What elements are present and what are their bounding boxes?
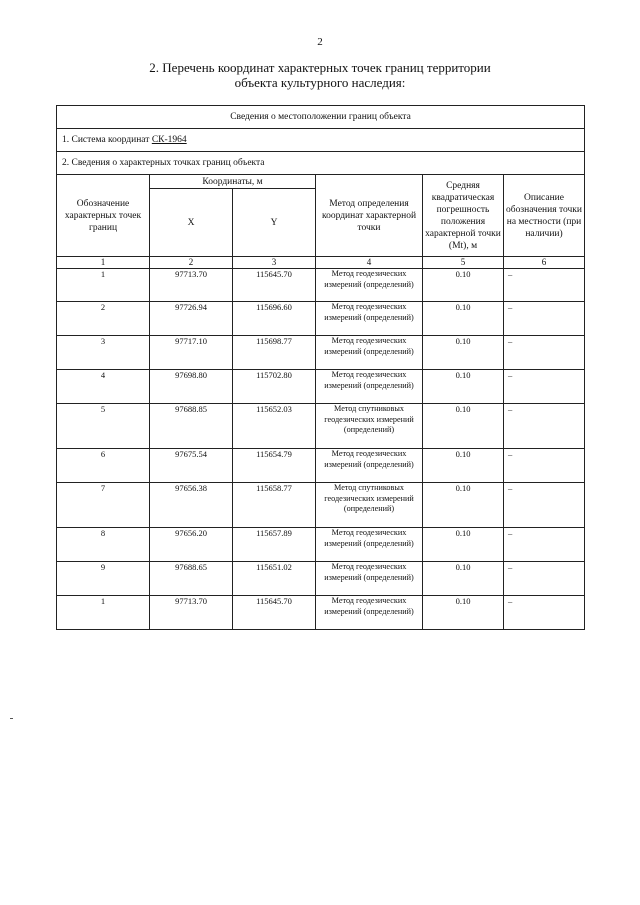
x-coordinate: 97713.70 — [150, 596, 233, 630]
margin-mark — [10, 718, 13, 719]
x-coordinate: 97688.85 — [150, 404, 233, 449]
table-row — [57, 596, 585, 630]
coordinate-system-cell — [57, 129, 585, 152]
table-row — [57, 562, 585, 596]
y-coordinate: 115652.03 — [233, 404, 316, 449]
column-number: 1 — [57, 257, 150, 269]
description-cell: – — [504, 302, 585, 336]
description-cell: – — [504, 449, 585, 483]
table-row — [57, 336, 585, 370]
table-row — [57, 269, 585, 302]
header-point-designation: Обозначение характерных точек границ — [57, 175, 150, 257]
header-method: Метод определения координат характерной точки — [316, 175, 423, 257]
table-row — [57, 370, 585, 404]
point-number: 9 — [57, 562, 150, 596]
x-coordinate: 97698.80 — [150, 370, 233, 404]
column-number: 4 — [316, 257, 423, 269]
method-cell: Метод геодезических измерений (определений) — [316, 370, 423, 404]
header-coordinates: Координаты, м — [150, 175, 316, 189]
point-number: 5 — [57, 404, 150, 449]
point-number: 1 — [57, 596, 150, 630]
x-coordinate: 97726.94 — [150, 302, 233, 336]
accuracy-cell: 0.10 — [423, 336, 504, 370]
method-cell: Метод геодезических измерений (определений) — [316, 449, 423, 483]
header-accuracy: Средняя квадратическая погрешность положения характерной точки (Mt), м — [423, 175, 504, 257]
accuracy-cell: 0.10 — [423, 269, 504, 302]
accuracy-cell: 0.10 — [423, 302, 504, 336]
description-cell: – — [504, 370, 585, 404]
method-cell: Метод геодезических измерений (определений) — [316, 562, 423, 596]
method-cell: Метод геодезических измерений (определений) — [316, 302, 423, 336]
points-info-cell: 2. Сведения о характерных точках границ объекта — [57, 152, 585, 175]
point-number: 7 — [57, 483, 150, 528]
page-number: 2 — [317, 36, 323, 48]
y-coordinate: 115651.02 — [233, 562, 316, 596]
accuracy-cell: 0.10 — [423, 528, 504, 562]
x-coordinate: 97656.20 — [150, 528, 233, 562]
column-number: 5 — [423, 257, 504, 269]
y-coordinate: 115645.70 — [233, 596, 316, 630]
description-cell: – — [504, 269, 585, 302]
coordinate-system-name: СК-1964 — [151, 135, 187, 145]
accuracy-cell: 0.10 — [423, 404, 504, 449]
y-coordinate: 115696.60 — [233, 302, 316, 336]
point-number: 1 — [57, 269, 150, 302]
y-coordinate: 115698.77 — [233, 336, 316, 370]
header-y: Y — [233, 189, 316, 257]
point-number: 8 — [57, 528, 150, 562]
column-numbers-row — [57, 257, 585, 269]
description-cell: – — [504, 404, 585, 449]
method-cell: Метод геодезических измерений (определений) — [316, 528, 423, 562]
y-coordinate: 115645.70 — [233, 269, 316, 302]
method-cell: Метод спутниковых геодезических измерений (определений) — [316, 483, 423, 528]
y-coordinate: 115658.77 — [233, 483, 316, 528]
point-number: 6 — [57, 449, 150, 483]
section-title-cell: Сведения о местоположении границ объекта — [57, 106, 585, 129]
accuracy-cell: 0.10 — [423, 449, 504, 483]
accuracy-cell: 0.10 — [423, 596, 504, 630]
coordinates-table — [56, 105, 585, 630]
column-number: 3 — [233, 257, 316, 269]
table-body — [57, 106, 585, 630]
x-coordinate: 97717.10 — [150, 336, 233, 370]
title-line-1: 2. Перечень координат характерных точек границ территории — [149, 60, 491, 75]
table-row — [57, 302, 585, 336]
description-cell: – — [504, 336, 585, 370]
table-row — [57, 483, 585, 528]
point-number: 3 — [57, 336, 150, 370]
y-coordinate: 115702.80 — [233, 370, 316, 404]
coordinate-system-label: 1. Система координат — [62, 135, 152, 145]
x-coordinate: 97656.38 — [150, 483, 233, 528]
point-number: 4 — [57, 370, 150, 404]
accuracy-cell: 0.10 — [423, 562, 504, 596]
method-cell: Метод геодезических измерений (определений) — [316, 596, 423, 630]
description-cell: – — [504, 562, 585, 596]
method-cell: Метод геодезических измерений (определений) — [316, 269, 423, 302]
point-number: 2 — [57, 302, 150, 336]
x-coordinate: 97688.65 — [150, 562, 233, 596]
table-row — [57, 404, 585, 449]
description-cell: – — [504, 528, 585, 562]
column-number: 6 — [504, 257, 585, 269]
page-title — [0, 60, 640, 90]
y-coordinate: 115654.79 — [233, 449, 316, 483]
accuracy-cell: 0.10 — [423, 370, 504, 404]
x-coordinate: 97675.54 — [150, 449, 233, 483]
title-line-2: объекта культурного наследия: — [234, 75, 406, 90]
method-cell: Метод спутниковых геодезических измерений (определений) — [316, 404, 423, 449]
header-x: X — [150, 189, 233, 257]
description-cell: – — [504, 596, 585, 630]
column-number: 2 — [150, 257, 233, 269]
header-description: Описание обозначения точки на местности (при наличии) — [504, 175, 585, 257]
x-coordinate: 97713.70 — [150, 269, 233, 302]
table-row — [57, 528, 585, 562]
description-cell: – — [504, 483, 585, 528]
method-cell: Метод геодезических измерений (определений) — [316, 336, 423, 370]
accuracy-cell: 0.10 — [423, 483, 504, 528]
table-row — [57, 449, 585, 483]
y-coordinate: 115657.89 — [233, 528, 316, 562]
